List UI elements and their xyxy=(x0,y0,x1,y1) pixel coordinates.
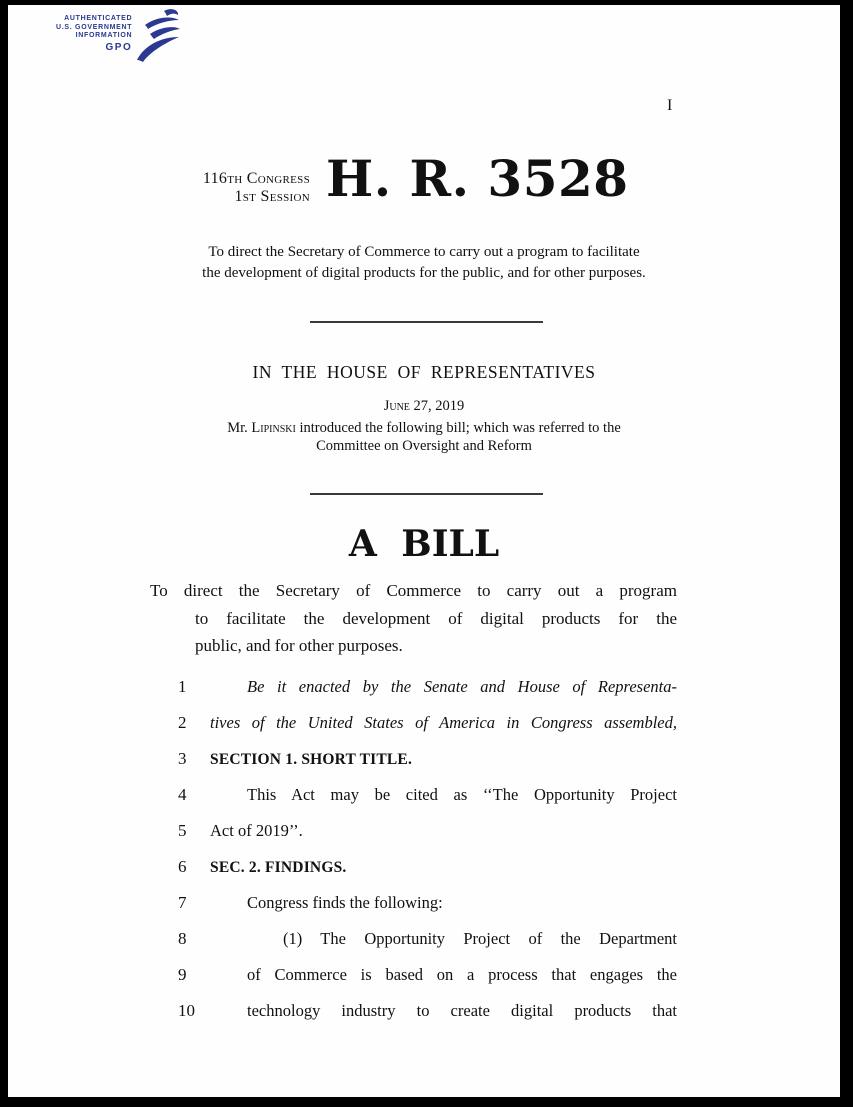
body-line-row xyxy=(178,921,677,957)
line-text: SECTION 1. SHORT TITLE. xyxy=(210,751,413,768)
official-title-summary xyxy=(144,242,704,283)
separator-rule xyxy=(310,321,543,323)
line-text: of Commerce is based on a process that engages the xyxy=(247,965,677,984)
line-text: technology industry to create digital products that xyxy=(247,1001,677,1020)
chamber-caption: IN THE HOUSE OF REPRESENTATIVES xyxy=(252,362,596,382)
body-line-row xyxy=(178,813,677,849)
line-number: 1 xyxy=(178,677,187,696)
bill-title: A BILL xyxy=(348,523,500,565)
summary-line: the development of digital products for the public, and for other purposes. xyxy=(202,264,646,281)
congress-label: 116th Congress xyxy=(202,170,310,187)
body-line-row xyxy=(178,741,677,777)
line-text: Congress finds the following: xyxy=(247,893,443,912)
line-text: Act of 2019’’. xyxy=(210,821,303,840)
body-line-row xyxy=(178,885,677,921)
introduction-action-line1 xyxy=(108,419,740,437)
body-line-row xyxy=(178,777,677,813)
line-number: 9 xyxy=(178,965,187,984)
line-number: 6 xyxy=(178,857,187,876)
gpo-logo-line: U.S. GOVERNMENT xyxy=(56,23,133,31)
line-text: This Act may be cited as ‘‘The Opportunity Project xyxy=(247,785,677,804)
congress-session-block xyxy=(108,170,310,206)
body-line-row xyxy=(178,669,677,705)
line-text: (1) The Opportunity Project of the Department xyxy=(283,929,677,948)
bill-body xyxy=(178,669,677,1029)
gpo-eagle-icon xyxy=(135,8,181,62)
gpo-acronym: GPO xyxy=(105,41,133,53)
summary-line: To direct the Secretary of Commerce to carry out a program to facilitate xyxy=(208,244,640,260)
body-line-row xyxy=(178,993,677,1029)
gpo-authentication-logo xyxy=(56,8,181,62)
line-number: 3 xyxy=(178,749,187,768)
line-number: 4 xyxy=(178,785,187,804)
body-line-row xyxy=(178,849,677,885)
line-number: 2 xyxy=(178,713,187,732)
session-label: 1st Session xyxy=(234,188,310,205)
preamble-line: public, and for other purposes. xyxy=(195,636,403,655)
preamble-line: to facilitate the development of digital products for the xyxy=(195,608,677,628)
bill-number: H. R. 3528 xyxy=(326,149,629,208)
gpo-logo-line: INFORMATION xyxy=(75,32,133,39)
separator-rule xyxy=(310,493,543,495)
bill-page xyxy=(8,5,840,1097)
line-text: Be it enacted by the Senate and House of Representa- xyxy=(247,677,677,696)
preamble-line: To direct the Secretary of Commerce to carry out a program xyxy=(150,581,677,600)
line-number: 10 xyxy=(178,1001,195,1020)
sponsor-name: Lipinski xyxy=(251,420,296,436)
introduction-action-line2: Committee on Oversight and Reform xyxy=(316,438,532,454)
line-number: 8 xyxy=(178,929,187,948)
body-line-row xyxy=(178,957,677,993)
calendar-numeral: I xyxy=(667,97,673,114)
sponsor-prefix: Mr. xyxy=(227,420,252,436)
gpo-logo-text xyxy=(56,8,132,52)
line-text: SEC. 2. FINDINGS. xyxy=(210,859,347,876)
introduction-date: June 27, 2019 xyxy=(383,398,465,414)
body-line-row xyxy=(178,705,677,741)
gpo-logo-line: AUTHENTICATED xyxy=(64,15,133,22)
introduction-action xyxy=(108,419,740,455)
introduction-rest: introduced the following bill; which was referred to the xyxy=(295,420,621,436)
preamble xyxy=(150,577,677,660)
line-text: tives of the United States of America in Congress assembled, xyxy=(210,713,677,732)
line-number: 7 xyxy=(178,893,187,912)
line-number: 5 xyxy=(178,821,187,840)
